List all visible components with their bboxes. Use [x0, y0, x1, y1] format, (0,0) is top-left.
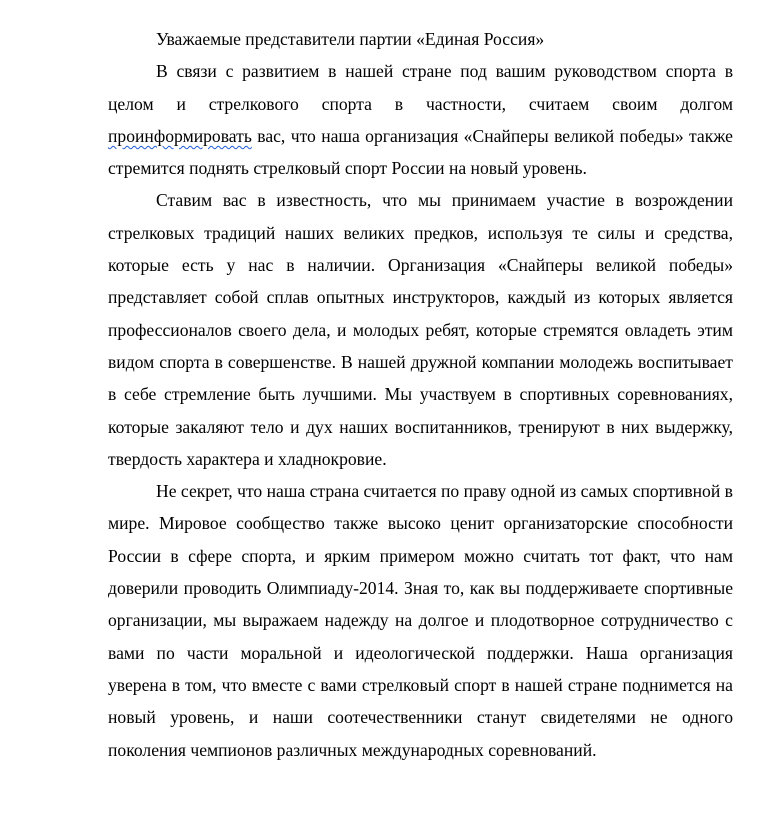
- paragraph-2: Ставим вас в известность, что мы принимаем участие в возрождении стрелковых традиций наших великих предков, используя те силы и средства, которые есть у нас в наличии. Организация «Снайперы великой победы» представляет собой сплав опытных инструкторов, каждый из которых является профессионалов своего дела, и молодых ребят, которые стремятся овладеть этим видом спорта в совершенстве. В нашей дружной компании молодежь воспитывает в себе стремление быть лучшими. Мы участвуем в спортивных соревнованиях, которые закаляют тело и дух наших воспитанников, тренируют в них выдержку, твердость характера и хладнокровие.: [108, 190, 733, 469]
- paragraph-1-text-start: В связи с развитием в нашей стране под вашим руководством спорта в целом и стрелкового спорта в частности, считаем своим долгом: [108, 61, 733, 114]
- salutation: Уважаемые представители партии «Единая Россия»: [156, 29, 545, 49]
- document-body[interactable]: [108, 23, 733, 766]
- paragraph-1-text-end: вас, что наша организация «Снайперы великой победы» также стремится поднять стрелковый спорт России на новый уровень.: [108, 125, 733, 179]
- paragraph-1: [108, 55, 733, 184]
- spellcheck-flagged-word[interactable]: проинформировать: [108, 125, 252, 146]
- paragraph-3: Не секрет, что наша страна считается по праву одной из самых спортивной в мире. Мировое сообщество также высоко ценит организаторские способности России в сфере спорта, и ярким примером можно считать тот факт, что нам доверили проводить Олимпиаду-2014. Зная то, как вы поддерживаете спортивные организации, мы выражаем надежду на долгое и плодотворное сотрудничество с вами по части моральной и идеологической поддержки. Наша организация уверена в том, что вместе с вами стрелковый спорт в нашей стране поднимется на новый уровень, и наши соотечественники станут свидетелями не одного поколения чемпионов различных международных соревнований.: [108, 481, 733, 760]
